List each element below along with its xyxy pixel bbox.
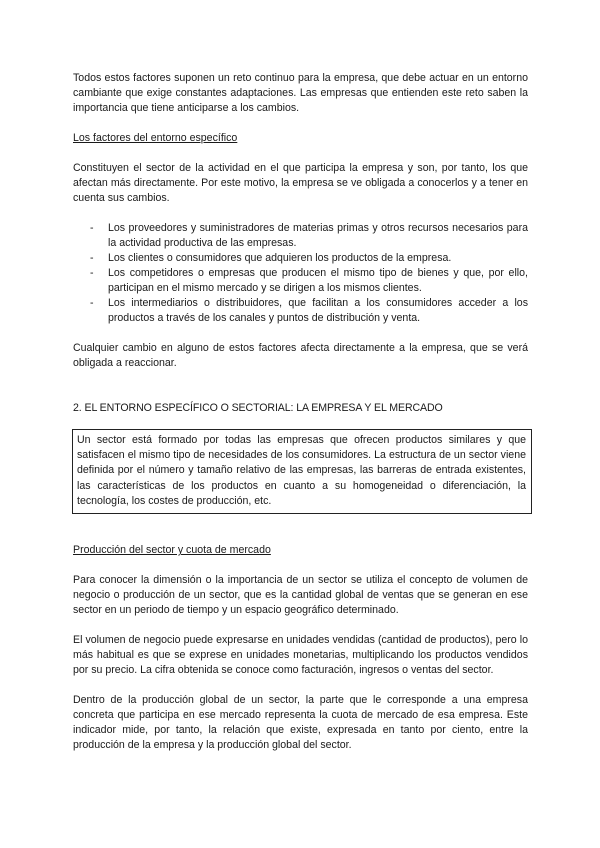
factors-list [73, 221, 528, 326]
specific-factors-paragraph: Constituyen el sector de la actividad en el que participa la empresa y son, por tanto, los que afectan más directamente. Por este motivo, la empresa se ve obligada a conocerlos y a tener en cuenta sus cambios. [73, 162, 528, 204]
production-paragraph-2: El volumen de negocio puede expresarse en unidades vendidas (cantidad de productos), pero lo más habitual es que se exprese en unidades monetarias, multiplicando los productos vendidos por su precio. La cifra obtenida se conoce como facturación, ingresos o ventas del sector. [73, 634, 528, 677]
list-item: - Los proveedores y suministradores de materias primas y otros recursos necesarios para la actividad productiva de las empresas. [108, 221, 528, 251]
list-item: - Los competidores o empresas que producen el mismo tipo de bienes y que, por ello, participan en el mismo mercado y se dirigen a los mismos clientes. [108, 266, 528, 296]
production-heading: Producción del sector y cuota de mercado [73, 544, 271, 557]
list-item: - Los intermediarios o distribuidores, que facilitan a los consumidores acceder a los productos a través de los canales y puntos de distribución y venta. [108, 296, 528, 326]
specific-factors-closing: Cualquier cambio en alguno de estos factores afecta directamente a la empresa, que se verá obligada a reaccionar. [73, 342, 528, 369]
definition-box [72, 429, 532, 514]
section-title: 2. EL ENTORNO ESPECÍFICO O SECTORIAL: LA EMPRESA Y EL MERCADO [73, 402, 443, 414]
definition-text: Un sector está formado por todas las empresas que ofrecen productos similares y que satisfacen el mismo tipo de necesidades de los consumidores. La estructura de un sector viene definida por el número y tamaño relativo de las empresas, las barreras de entrada existentes, las características de los productos en cuanto a su homogeneidad o diferenciación, la tecnología, los costes de producción, etc. [77, 434, 526, 507]
production-paragraph-1: Para conocer la dimensión o la importancia de un sector se utiliza el concepto de volumen de negocio o producción de un sector, que es la cantidad global de ventas que se generan en ese sector en un periodo de tiempo y un espacio geográfico determinado. [73, 574, 528, 617]
list-item: - Los clientes o consumidores que adquieren los productos de la empresa. [108, 251, 528, 266]
production-paragraph-3: Dentro de la producción global de un sector, la parte que le corresponde a una empresa concreta que participa en ese mercado representa la cuota de mercado de esa empresa. Este indicador mide, por tanto, la relación que existe, expresada en tanto por ciento, entre la producción de la empresa y la producción global del sector. [73, 694, 528, 752]
specific-factors-heading: Los factores del entorno específico [73, 132, 238, 144]
intro-paragraph: Todos estos factores suponen un reto continuo para la empresa, que debe actuar en un entorno cambiante que exige constantes adaptaciones. Las empresas que entienden este reto saben la importancia que tiene anticiparse a los cambios. [73, 72, 528, 114]
